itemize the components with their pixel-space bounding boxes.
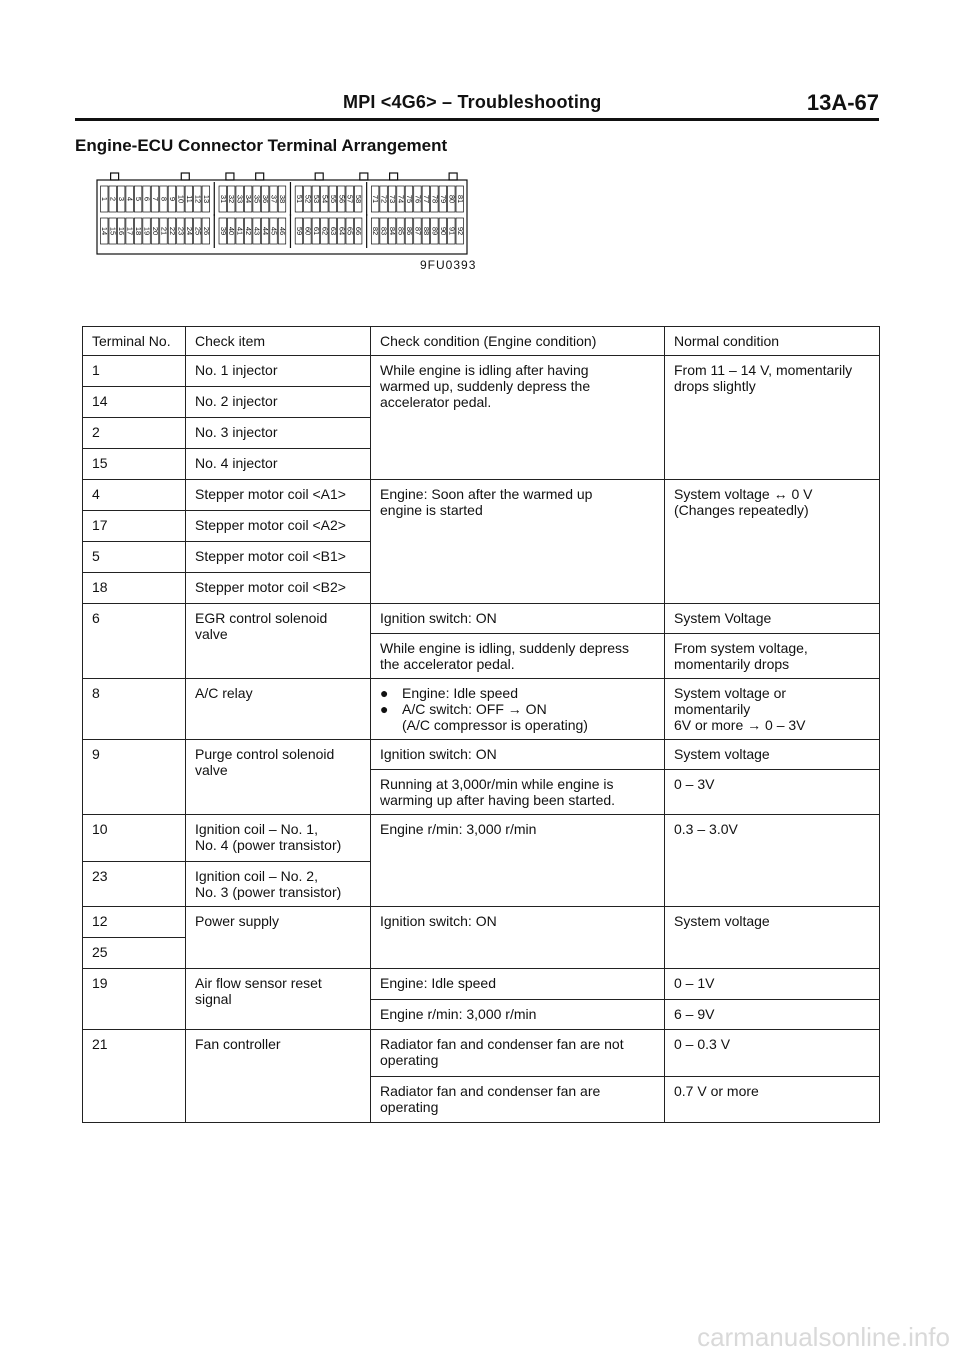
normal-cell: 0.3 – 3.0V xyxy=(665,815,880,907)
table-row xyxy=(83,480,880,511)
normal-cell: From system voltage, momentarily drops xyxy=(665,634,880,679)
connector-pin-number: 42 xyxy=(244,226,254,236)
section-title: Engine-ECU Connector Terminal Arrangement xyxy=(75,136,448,155)
connector-pin-number: 58 xyxy=(354,194,364,204)
connector-pin-number: 4 xyxy=(125,196,135,202)
connector-pin-number: 16 xyxy=(117,226,127,236)
terminal-cell: 10 xyxy=(83,815,186,862)
check-item-cell: A/C relay xyxy=(186,679,371,740)
connector-pin-number: 31 xyxy=(218,194,228,204)
table-header-row xyxy=(83,327,880,356)
connector-pin-number: 44 xyxy=(261,226,271,236)
connector-pin-number: 24 xyxy=(184,226,194,236)
connector-pin-number: 15 xyxy=(108,226,118,236)
connector-pin-number: 75 xyxy=(404,194,414,204)
connector-pin-number: 37 xyxy=(269,194,279,204)
connector-pin-number: 57 xyxy=(345,194,355,204)
check-item-cell: No. 2 injector xyxy=(186,387,371,418)
connector-pin-number: 33 xyxy=(235,194,245,204)
header-normal-condition: Normal condition xyxy=(665,327,880,356)
connector-pin-number: 62 xyxy=(320,226,330,236)
normal-cell: 0.7 V or more xyxy=(665,1077,880,1123)
terminal-cell: 8 xyxy=(83,679,186,740)
connector-pin-number: 43 xyxy=(252,226,262,236)
connector-pin-number: 86 xyxy=(404,226,414,236)
connector-pin-number: 14 xyxy=(100,226,110,236)
connector-pin-number: 10 xyxy=(176,194,186,204)
connector-pin-number: 65 xyxy=(345,226,355,236)
normal-cell: System voltage xyxy=(665,740,880,770)
connector-pin-number: 40 xyxy=(227,226,237,236)
connector-pin-number: 6 xyxy=(142,196,152,202)
connector-pin-number: 79 xyxy=(438,194,448,204)
check-item-cell: EGR control solenoid valve xyxy=(186,604,371,679)
bullet-note: (A/C compressor is operating) xyxy=(402,717,588,733)
connector-pin-number: 11 xyxy=(184,195,194,203)
check-item-cell: Purge control solenoid valve xyxy=(186,740,371,815)
connector-pin-number: 1 xyxy=(100,196,110,202)
normal-cell: 0 – 3V xyxy=(665,770,880,815)
connector-pin-number: 74 xyxy=(396,194,406,204)
header-check-condition: Check condition (Engine condition) xyxy=(371,327,665,356)
connector-pin-number: 9 xyxy=(167,196,177,202)
bullet-item: ● A/C switch: OFF → ON xyxy=(380,701,547,717)
connector-pin-number: 85 xyxy=(396,226,406,236)
connector-pin-number: 87 xyxy=(413,226,423,236)
connector-pin-number: 8 xyxy=(159,196,169,202)
table-row xyxy=(83,356,880,387)
connector-pin-number: 77 xyxy=(421,194,431,204)
connector-pin-number: 46 xyxy=(278,226,288,236)
connector-pin-number: 21 xyxy=(159,226,169,236)
connector-pin-number: 71 xyxy=(371,194,381,204)
condition-cell xyxy=(371,679,665,740)
check-item-cell: Ignition coil – No. 1, No. 4 (power transistor) xyxy=(186,815,371,862)
terminal-cell: 18 xyxy=(83,573,186,604)
connector-pin-number: 34 xyxy=(244,194,254,204)
connector-diagram xyxy=(96,170,468,256)
watermark: carmanualsonline.info xyxy=(697,1322,950,1352)
connector-pin-number: 12 xyxy=(193,194,203,204)
normal-cell: 0 – 1V xyxy=(665,969,880,1000)
normal-cell: System voltage or momentarily 6V or more → 0 – 3V xyxy=(665,679,880,740)
table-row xyxy=(83,907,880,938)
normal-cell: System voltage ↔ 0 V (Changes repeatedly) xyxy=(665,480,880,604)
connector-pin-number: 73 xyxy=(388,194,398,204)
connector-pin-number: 91 xyxy=(447,226,457,236)
terminal-cell: 23 xyxy=(83,862,186,907)
normal-cell: System voltage xyxy=(665,907,880,969)
connector-pin-number: 18 xyxy=(134,226,144,236)
connector-pin-number: 63 xyxy=(328,226,338,236)
connector-pin-number: 2 xyxy=(108,196,118,202)
check-item-cell: Ignition coil – No. 2, No. 3 (power transistor) xyxy=(186,862,371,907)
connector-pin-number: 35 xyxy=(252,194,262,204)
connector-pin-number: 23 xyxy=(176,226,186,236)
check-item-cell: Stepper motor coil <A1> xyxy=(186,480,371,511)
terminal-cell: 2 xyxy=(83,418,186,449)
connector-pin-number: 52 xyxy=(303,194,313,204)
normal-cell: 0 – 0.3 V xyxy=(665,1030,880,1077)
terminal-cell: 9 xyxy=(83,740,186,815)
connector-pin-number: 51 xyxy=(294,194,304,204)
connector-latch xyxy=(226,173,234,180)
terminal-cell: 21 xyxy=(83,1030,186,1123)
connector-latch xyxy=(315,173,323,180)
connector-pin-number: 92 xyxy=(455,226,465,236)
connector-pin-number: 56 xyxy=(337,194,347,204)
check-item-cell: Air flow sensor reset signal xyxy=(186,969,371,1030)
table-row xyxy=(83,1030,880,1077)
terminal-cell: 4 xyxy=(83,480,186,511)
condition-cell: Engine: Idle speed xyxy=(371,969,665,1000)
connector-pin-number: 7 xyxy=(151,196,161,202)
check-item-cell: Stepper motor coil <B2> xyxy=(186,573,371,604)
connector-pin-number: 61 xyxy=(311,226,321,236)
normal-cell: System Voltage xyxy=(665,604,880,634)
normal-cell: 6 – 9V xyxy=(665,1000,880,1030)
connector-pin-number: 55 xyxy=(328,194,338,204)
terminal-cell: 6 xyxy=(83,604,186,679)
connector-pin-number: 45 xyxy=(269,226,279,236)
condition-cell: Radiator fan and condenser fan are not operating xyxy=(371,1030,665,1077)
condition-cell: While engine is idling, suddenly depress the accelerator pedal. xyxy=(371,634,665,679)
check-item-cell: No. 1 injector xyxy=(186,356,371,387)
terminal-cell: 25 xyxy=(83,938,186,969)
connector-pin-number: 64 xyxy=(337,226,347,236)
connector-pin-number: 80 xyxy=(447,194,457,204)
check-item-cell: No. 4 injector xyxy=(186,449,371,480)
condition-cell: Ignition switch: ON xyxy=(371,604,665,634)
connector-latch xyxy=(256,173,264,180)
check-item-cell: Stepper motor coil <B1> xyxy=(186,542,371,573)
connector-pin-number: 83 xyxy=(379,226,389,236)
check-item-cell: Power supply xyxy=(186,907,371,969)
terminal-cell: 14 xyxy=(83,387,186,418)
condition-cell: While engine is idling after having warmed up, suddenly depress the accelerator pedal. xyxy=(371,356,665,480)
connector-pin-number: 82 xyxy=(371,226,381,236)
connector-pin-number: 38 xyxy=(278,194,288,204)
table-row xyxy=(83,604,880,634)
connector-pin-number: 39 xyxy=(218,226,228,236)
connector-pin-number: 19 xyxy=(142,226,152,236)
condition-cell: Radiator fan and condenser fan are operating xyxy=(371,1077,665,1123)
page-header xyxy=(75,90,879,121)
page-number: 13A-67 xyxy=(806,90,879,115)
connector-pin-number: 88 xyxy=(421,226,431,236)
connector-pin-number: 66 xyxy=(354,226,364,236)
connector-pin-number: 32 xyxy=(227,194,237,204)
table-row xyxy=(83,740,880,770)
connector-latch xyxy=(449,173,457,180)
connector-pin-number: 84 xyxy=(388,226,398,236)
condition-cell: Engine: Soon after the warmed up engine is started xyxy=(371,480,665,604)
header-terminal: Terminal No. xyxy=(83,327,186,356)
bullet-item: ● Engine: Idle speed xyxy=(380,685,518,701)
connector-pin-number: 54 xyxy=(320,194,330,204)
connector-latch xyxy=(360,173,368,180)
connector-latch xyxy=(111,173,119,180)
check-item-cell: Fan controller xyxy=(186,1030,371,1123)
connector-pin-number: 76 xyxy=(413,194,423,204)
connector-pin-number: 59 xyxy=(294,226,304,236)
connector-pin-number: 13 xyxy=(201,194,211,204)
connector-pin-number: 81 xyxy=(455,194,465,204)
connector-outline xyxy=(97,180,467,254)
connector-pin-number: 53 xyxy=(311,194,321,204)
terminal-cell: 12 xyxy=(83,907,186,938)
page-title: MPI <4G6> – Troubleshooting xyxy=(343,92,602,112)
figure-code: 9FU0393 xyxy=(420,258,477,272)
terminal-cell: 1 xyxy=(83,356,186,387)
connector-pin-number: 26 xyxy=(201,226,211,236)
connector-pin-number: 20 xyxy=(151,226,161,236)
terminal-cell: 17 xyxy=(83,511,186,542)
table-row xyxy=(83,815,880,862)
table-row xyxy=(83,679,880,740)
condition-cell: Ignition switch: ON xyxy=(371,907,665,969)
connector-pin-number: 72 xyxy=(379,194,389,204)
terminal-cell: 5 xyxy=(83,542,186,573)
connector-pin-number: 5 xyxy=(134,196,144,202)
terminal-cell: 19 xyxy=(83,969,186,1030)
table-row xyxy=(83,969,880,1000)
condition-cell: Ignition switch: ON xyxy=(371,740,665,770)
terminal-table xyxy=(82,326,880,1123)
connector-latch xyxy=(390,173,398,180)
condition-cell: Engine r/min: 3,000 r/min xyxy=(371,815,665,907)
connector-latch xyxy=(181,173,189,180)
header-check-item: Check item xyxy=(186,327,371,356)
terminal-cell: 15 xyxy=(83,449,186,480)
condition-cell: Running at 3,000r/min while engine is warming up after having been started. xyxy=(371,770,665,815)
connector-pin-number: 90 xyxy=(438,226,448,236)
connector-pin-number: 41 xyxy=(235,226,245,236)
connector-pin-number: 60 xyxy=(303,226,313,236)
connector-pin-number: 17 xyxy=(125,226,135,236)
connector-pin-number: 36 xyxy=(261,194,271,204)
connector-pin-number: 78 xyxy=(430,194,440,204)
check-item-cell: No. 3 injector xyxy=(186,418,371,449)
condition-cell: Engine r/min: 3,000 r/min xyxy=(371,1000,665,1030)
check-item-cell: Stepper motor coil <A2> xyxy=(186,511,371,542)
connector-pin-number: 89 xyxy=(430,226,440,236)
connector-pin-number: 25 xyxy=(193,226,203,236)
normal-cell: From 11 – 14 V, momentarily drops slightly xyxy=(665,356,880,480)
connector-pin-number: 3 xyxy=(117,196,127,202)
connector-pin-number: 22 xyxy=(167,226,177,236)
